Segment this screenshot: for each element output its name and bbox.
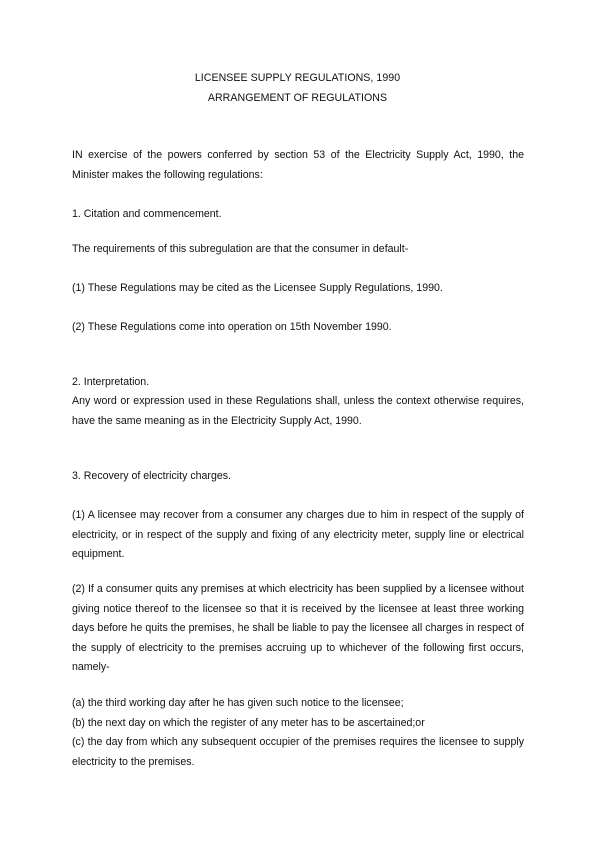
document-title: LICENSEE SUPPLY REGULATIONS, 1990 (194, 72, 401, 84)
section-2-heading: 2. Interpretation. (72, 376, 150, 388)
section-3-heading: 3. Recovery of electricity charges. (72, 470, 231, 482)
section-1-heading: 1. Citation and commencement. (72, 208, 222, 220)
section-1-subsection-2: (2) These Regulations come into operation on 15th November 1990. (72, 321, 392, 333)
section-3-item-list (72, 694, 524, 772)
preamble-paragraph: IN exercise of the powers conferred by section 53 of the Electricity Supply Act, 1990, the Minister makes the following regulations: (72, 149, 524, 181)
section-3-subsection-1: (1) A licensee may recover from a consumer any charges due to him in respect of the supply of electricity, or in respect of the supply and fixing of any electricity meter, supply line or electrical equipment. (72, 509, 524, 561)
list-item: (b) the next day on which the register of any meter has to be ascertained;or (72, 716, 425, 729)
list-item: (c) the day from which any subsequent occupier of the premises requires the licensee to supply electricity to the premises. (72, 736, 524, 768)
section-2-body: Any word or expression used in these Regulations shall, unless the context otherwise requires, have the same meaning as in the Electricity Supply Act, 1990. (72, 395, 524, 427)
section-3-subsection-2: (2) If a consumer quits any premises at which electricity has been supplied by a licensee without giving notice thereof to the licensee so that it is received by the licensee at least three working days before he quits the premises, he shall be liable to pay the licensee all charges in respect of the supply of electricity to the premises accruing up to whichever of the following first occurs, namely- (72, 583, 524, 674)
section-1-intro: The requirements of this subregulation are that the consumer in default- (72, 243, 409, 255)
document-subtitle: ARRANGEMENT OF REGULATIONS (207, 92, 388, 104)
list-item: (a) the third working day after he has given such notice to the licensee; (72, 697, 404, 709)
section-1-subsection-1: (1) These Regulations may be cited as the Licensee Supply Regulations, 1990. (72, 282, 443, 294)
